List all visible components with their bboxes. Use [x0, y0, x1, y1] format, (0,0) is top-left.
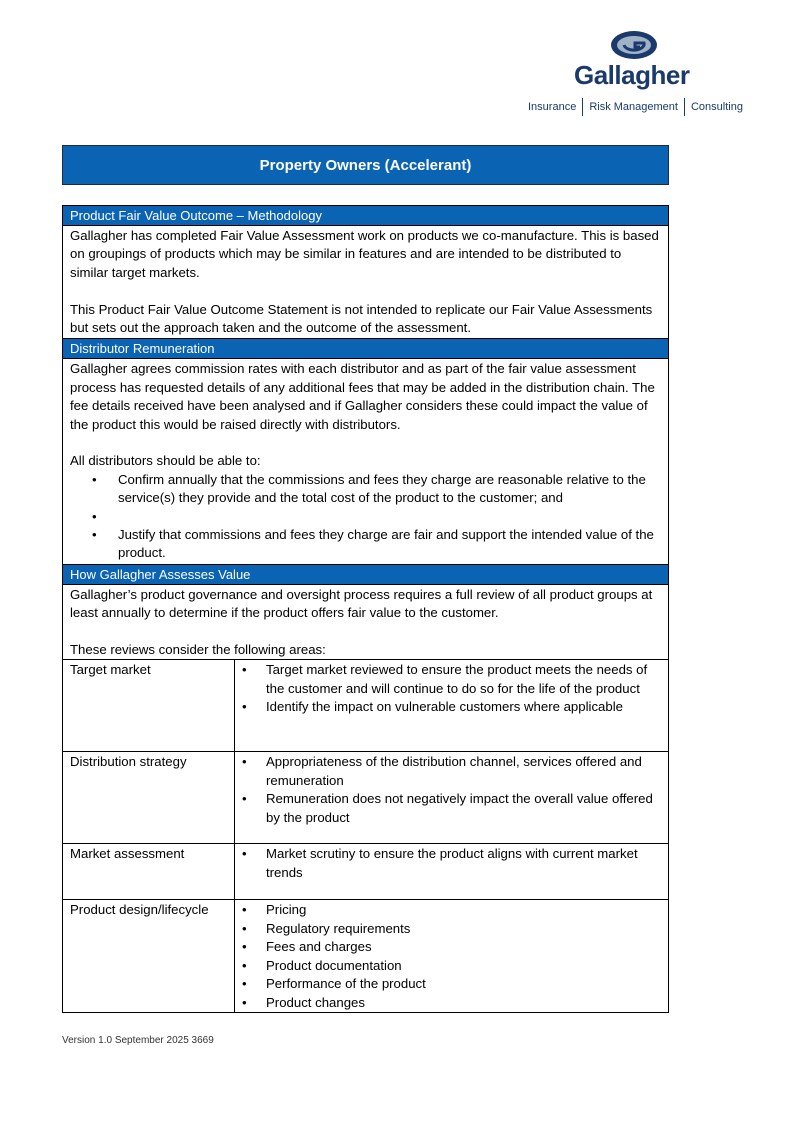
table-row: [63, 752, 668, 844]
gallagher-logo-icon: [610, 30, 658, 60]
tagline-insurance: Insurance: [528, 100, 577, 113]
list-item: • Product changes: [242, 994, 661, 1012]
section-body-remuneration: [63, 359, 668, 563]
review-areas-table: [63, 659, 668, 1011]
table-row: [63, 900, 668, 1012]
logo-wordmark: Gallagher: [574, 60, 690, 90]
document-title: Property Owners (Accelerant): [62, 145, 669, 185]
remuneration-paragraph-2: All distributors should be able to:: [70, 453, 261, 469]
list-item: • Justify that commissions and fees they charge are fair and support the intended value of the product.: [70, 526, 661, 563]
area-items: [235, 844, 669, 900]
list-item: • Remuneration does not negatively impact the overall value offered by the product: [242, 790, 661, 827]
assessment-paragraph-1: Gallagher’s product governance and oversight process requires a full review of all product groups at least annually to determine if the product offers fair value to the customer.: [70, 586, 653, 621]
section-heading-methodology: Product Fair Value Outcome – Methodology: [63, 206, 668, 226]
table-row: [63, 844, 668, 900]
section-heading-assessment: How Gallagher Assesses Value: [63, 564, 668, 585]
list-item: • Target market reviewed to ensure the product meets the needs of the customer and will continue to do so for the life of the product: [242, 661, 661, 698]
fair-value-table: [62, 205, 669, 1013]
list-item: • Performance of the product: [242, 975, 661, 993]
area-items: [235, 900, 669, 1012]
tagline-divider: [684, 98, 685, 116]
list-item: • Product documentation: [242, 957, 661, 975]
area-label: Market assessment: [63, 844, 235, 900]
list-item: • Fees and charges: [242, 938, 661, 956]
methodology-paragraph-1: Gallagher has completed Fair Value Assessment work on products we co-manufacture. This is based on groupings of products which may be similar in features and are intended to be distributed to similar target markets.: [70, 228, 659, 280]
area-items: [235, 752, 669, 844]
section-body-methodology: [63, 226, 668, 338]
tagline-divider: [582, 98, 583, 116]
area-items: [235, 660, 669, 752]
tagline-consulting: Consulting: [690, 100, 743, 113]
remuneration-paragraph-1: Gallagher agrees commission rates with each distributor and as part of the fair value assessment process has requested details of any additional fees that may be added in the distribution chain. The fee details received have been analysed and if Gallagher considers these could impact the value of the product this would be raised directly with distributors.: [70, 361, 655, 432]
list-item: • Confirm annually that the commissions and fees they charge are reasonable relative to the service(s) they provide and the total cost of the product to the customer; and: [70, 471, 661, 508]
area-label: Product design/lifecycle: [63, 900, 235, 1012]
assessment-paragraph-2: These reviews consider the following areas:: [70, 642, 326, 658]
tagline-risk-management: Risk Management: [589, 100, 678, 113]
section-body-assessment: [63, 585, 668, 660]
table-row: [63, 660, 668, 752]
list-item: • Market scrutiny to ensure the product aligns with current market trends: [242, 845, 661, 882]
methodology-paragraph-2: This Product Fair Value Outcome Statement is not intended to replicate our Fair Value Assessments but sets out the approach taken and the outcome of the assessment.: [70, 301, 653, 336]
list-item: • Pricing: [242, 901, 661, 919]
company-logo: [528, 30, 743, 122]
distributor-requirements-list: [70, 471, 661, 563]
list-item: • Regulatory requirements: [242, 920, 661, 938]
area-label: Target market: [63, 660, 235, 752]
logo-tagline: [528, 98, 743, 116]
area-label: Distribution strategy: [63, 752, 235, 844]
section-heading-remuneration: Distributor Remuneration: [63, 338, 668, 359]
version-footer: Version 1.0 September 2025 3669: [62, 1035, 214, 1046]
list-item: • Appropriateness of the distribution channel, services offered and remuneration: [242, 753, 661, 790]
list-item: • Identify the impact on vulnerable customers where applicable: [242, 698, 661, 716]
